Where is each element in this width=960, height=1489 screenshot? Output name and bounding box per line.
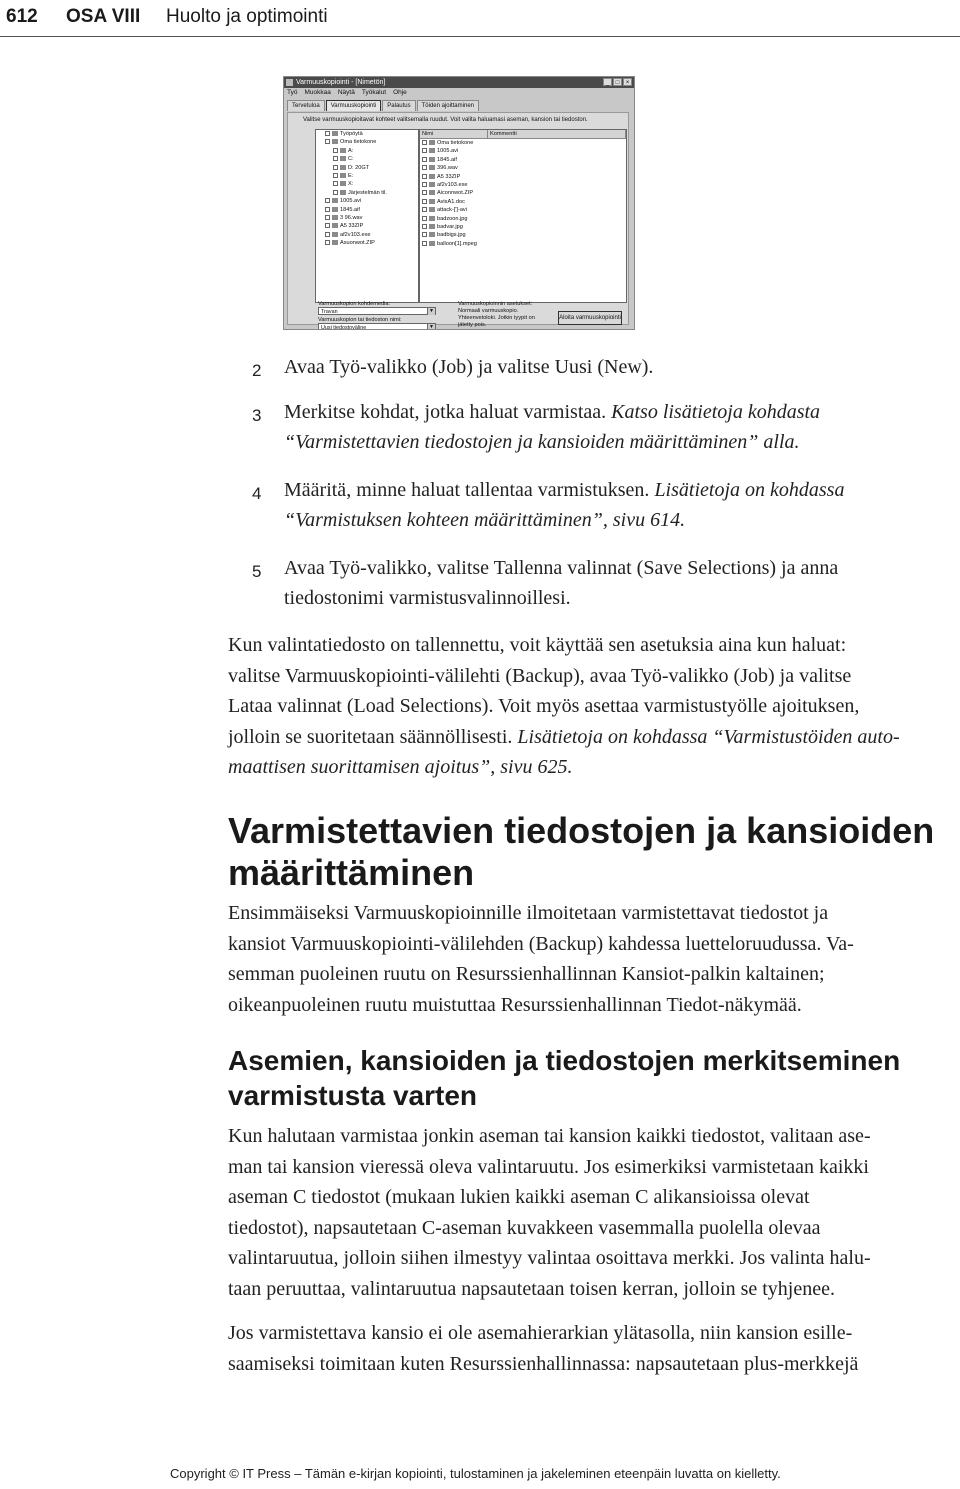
- selection-prompt: Valitse varmuuskopioitavat kohteet valitsemalla ruudut. Voit valita haluamasi aseman, kansion tai tiedoston.: [303, 117, 588, 123]
- file-icon: [429, 207, 435, 212]
- file-row[interactable]: [420, 173, 626, 181]
- checkbox-icon[interactable]: [422, 174, 427, 179]
- tree-item-label: Asuonwot.ZIP: [340, 240, 375, 247]
- media-value: Uusi tiedostoväline: [321, 325, 367, 330]
- header-rule: [0, 36, 960, 37]
- maximize-button[interactable]: □: [613, 78, 622, 86]
- settings-line: Yhteenvetoloki. Jotkin tyypit on: [458, 315, 535, 321]
- checkbox-icon[interactable]: [333, 190, 338, 195]
- folder-icon: [332, 232, 338, 237]
- file-name: AvisA1.doc: [437, 198, 465, 205]
- destination-value: Travan: [321, 309, 338, 315]
- file-icon: [429, 174, 435, 179]
- step-4: [252, 475, 932, 535]
- subsection-heading: [228, 1043, 948, 1113]
- text-line: Ensimmäiseksi Varmuuskopioinnille ilmoitetaan varmistettavat tiedostot ja: [228, 902, 829, 924]
- tree-item[interactable]: [316, 214, 418, 222]
- menu-bar: [284, 88, 634, 98]
- text-line: jolloin se suoritetaan säännöllisesti.: [228, 725, 518, 748]
- folder-icon: [332, 139, 338, 144]
- menu-tyokalut[interactable]: Työkalut: [361, 89, 387, 96]
- settings-line: Normaali varmuuskopio.: [458, 308, 519, 314]
- checkbox-icon[interactable]: [333, 148, 338, 153]
- tab-backup[interactable]: Varmuuskopiointi: [326, 100, 382, 111]
- column-comment[interactable]: Kommentti: [488, 130, 626, 138]
- checkbox-icon[interactable]: [325, 207, 330, 212]
- checkbox-icon[interactable]: [325, 232, 330, 237]
- folder-icon: [340, 190, 346, 195]
- file-row[interactable]: [420, 223, 626, 231]
- heading-line: Varmistettavien tiedostojen ja kansioiden: [228, 810, 935, 851]
- file-row[interactable]: [420, 156, 626, 164]
- text-line: oikeanpuoleinen ruutu muistuttaa Resurssienhallinnan Tiedot-näkymää.: [228, 993, 802, 1016]
- menu-muokkaa[interactable]: Muokkaa: [304, 89, 331, 96]
- tree-item-label: A5 33ZIP: [340, 223, 364, 230]
- step-text: Määritä, minne haluat tallentaa varmistuksen.: [284, 479, 655, 501]
- checkbox-icon[interactable]: [325, 223, 330, 228]
- checkbox-icon[interactable]: [422, 140, 427, 145]
- step-crossref: Katso lisätietoja kohdasta: [611, 401, 821, 423]
- step-number: 2: [252, 361, 262, 380]
- text-line: Kun valintatiedosto on tallennettu, voit käyttää sen asetuksia aina kun haluat:: [228, 634, 847, 656]
- text-line: Kun halutaan varmistaa jonkin aseman tai kansion kaikki tiedostot, valitaan ase-: [228, 1125, 871, 1147]
- file-name: badvar.jpg: [437, 223, 463, 230]
- tree-item[interactable]: [316, 239, 418, 247]
- paragraph-intro: [228, 898, 940, 1020]
- file-name: 396.wav: [437, 165, 458, 172]
- file-icon: [429, 157, 435, 162]
- folder-icon: [332, 240, 338, 245]
- file-icon: [429, 224, 435, 229]
- checkbox-icon[interactable]: [325, 198, 330, 203]
- media-select[interactable]: [318, 323, 436, 330]
- tree-item-label: af2v103.exe: [340, 231, 371, 238]
- step-text: Avaa Työ-valikko, valitse Tallenna valinnat (Save Selections) ja anna: [284, 557, 839, 579]
- folder-icon: [332, 131, 338, 136]
- settings-line: jätetty pois.: [458, 322, 487, 328]
- minimize-button[interactable]: _: [603, 78, 612, 86]
- checkbox-icon[interactable]: [422, 157, 427, 162]
- file-icon: [429, 232, 435, 237]
- folder-icon: [340, 165, 346, 170]
- heading-line: määrittäminen: [228, 852, 475, 893]
- file-icon: [429, 216, 435, 221]
- text-line: kansiot Varmuuskopiointi-välilehden (Backup) kahdessa luetteloruudussa. Va-: [228, 932, 854, 955]
- app-icon: [286, 79, 293, 86]
- file-icon: [429, 199, 435, 204]
- folder-icon: [332, 215, 338, 220]
- section-label: OSA VIII: [66, 6, 141, 27]
- checkbox-icon[interactable]: [422, 148, 427, 153]
- checkbox-icon[interactable]: [333, 181, 338, 186]
- step-text: Merkitse kohdat, jotka haluat varmistaa.: [284, 401, 612, 423]
- tab-schedule[interactable]: Töiden ajoittaminen: [417, 100, 479, 111]
- file-row[interactable]: [420, 215, 626, 223]
- tab-welcome[interactable]: Tervetuloa: [287, 100, 325, 111]
- tree-item[interactable]: [316, 231, 418, 239]
- step-crossref: Lisätietoja on kohdassa: [654, 479, 845, 501]
- folder-icon: [340, 173, 346, 178]
- checkbox-icon[interactable]: [422, 216, 427, 221]
- file-name: 1845.aif: [437, 156, 457, 163]
- page-header: [0, 0, 960, 36]
- tree-item[interactable]: [316, 138, 418, 146]
- backup-options: [288, 301, 628, 330]
- tree-item-label: Oma tietokone: [340, 139, 377, 146]
- text-line: aseman C tiedostot (mukaan lukien kaikki aseman C alikansioissa olevat: [228, 1186, 810, 1208]
- tree-item[interactable]: [316, 222, 418, 230]
- crossref: maattisen suorittamisen ajoitus”, sivu 625.: [228, 756, 573, 778]
- text-line: Jos varmistettava kansio ei ole asemahierarkian ylätasolla, niin kansion esille-: [228, 1322, 853, 1344]
- checkbox-icon[interactable]: [422, 224, 427, 229]
- checkbox-icon[interactable]: [325, 131, 330, 136]
- checkbox-icon[interactable]: [422, 232, 427, 237]
- checkbox-icon[interactable]: [422, 207, 427, 212]
- tree-item-label: A:: [348, 147, 354, 154]
- backup-window-screenshot: [283, 76, 635, 330]
- file-icon: [429, 148, 435, 153]
- tree-item[interactable]: [316, 130, 418, 138]
- file-icon: [429, 241, 435, 246]
- backup-panel: [287, 112, 629, 330]
- chapter-title: Huolto ja optimointi: [166, 6, 328, 27]
- file-name: 1005.avi: [437, 148, 459, 155]
- heading-line: Asemien, kansioiden ja tiedostojen merkitseminen: [228, 1045, 901, 1076]
- tree-item[interactable]: [316, 172, 418, 180]
- checkbox-icon[interactable]: [422, 241, 427, 246]
- file-list-header: [420, 130, 626, 139]
- file-name: Oma tietokone: [437, 140, 474, 146]
- tree-item-label: E:: [348, 172, 354, 179]
- checkbox-icon[interactable]: [422, 190, 427, 195]
- text-line: taan peruuttaa, valintaruutua napsautetaan toisen kerran, jolloin se tyhjenee.: [228, 1277, 835, 1300]
- heading-line: varmistusta varten: [228, 1080, 478, 1111]
- chevron-down-icon[interactable]: ▼: [427, 324, 435, 330]
- step-number: 3: [252, 406, 262, 425]
- text-line: Lataa valinnat (Load Selections). Voit myös asettaa varmistustyölle ajoituksen,: [228, 695, 860, 717]
- step-number: 5: [252, 562, 262, 581]
- tree-item-label: X:: [348, 181, 354, 188]
- copyright-footer: Copyright © IT Press – Tämän e-kirjan kopiointi, tulostaminen ja jakeleminen eteenpäin luvatta on kielletty.: [170, 1466, 781, 1481]
- folder-icon: [340, 156, 346, 161]
- page-number: 612: [6, 6, 38, 27]
- tree-item[interactable]: [316, 155, 418, 163]
- file-row[interactable]: [420, 139, 626, 147]
- checkbox-icon[interactable]: [325, 215, 330, 220]
- tree-item[interactable]: [316, 164, 418, 172]
- file-row[interactable]: [420, 206, 626, 214]
- file-row[interactable]: [420, 198, 626, 206]
- media-label: Varmuuskopion tai tiedoston nimi:: [318, 317, 402, 323]
- window-titlebar: [284, 77, 634, 88]
- tree-item-label: Järjestelmän til.: [348, 189, 387, 196]
- close-button[interactable]: ×: [623, 78, 632, 86]
- file-list[interactable]: [419, 129, 627, 303]
- menu-tyo[interactable]: Työ: [287, 89, 298, 96]
- tree-item[interactable]: [316, 147, 418, 155]
- step-5: [252, 553, 932, 613]
- tree-item[interactable]: [316, 189, 418, 197]
- file-icon: [429, 140, 435, 145]
- tree-item-label: 1845.aif: [340, 206, 360, 213]
- step-crossref: “Varmistettavien tiedostojen ja kansioiden määrittäminen” alla.: [284, 431, 800, 453]
- folder-icon: [332, 207, 338, 212]
- folder-icon: [332, 223, 338, 228]
- tree-item-label: 3 96.wav: [340, 214, 363, 221]
- tree-item-label: D: 20GT: [348, 164, 370, 171]
- step-text: tiedostonimi varmistusvalinnoillesi.: [284, 587, 571, 609]
- file-name: attack-[']-avi: [437, 207, 467, 214]
- section-heading: [228, 810, 948, 894]
- settings-label: Varmuuskopioinnin asetukset:: [458, 301, 533, 307]
- menu-nayta[interactable]: Näytä: [337, 89, 355, 96]
- tree-item-label: Työpöytä: [340, 131, 363, 137]
- checkbox-icon[interactable]: [422, 199, 427, 204]
- chevron-down-icon[interactable]: ▼: [427, 308, 435, 315]
- step-crossref: “Varmistuksen kohteen määrittäminen”, sivu 614.: [284, 509, 686, 531]
- paragraph-load-selections: [228, 630, 940, 783]
- folder-icon: [340, 181, 346, 186]
- tree-item-label: 1005.avi: [340, 198, 362, 205]
- checkbox-icon[interactable]: [333, 173, 338, 178]
- file-icon: [429, 190, 435, 195]
- column-name[interactable]: Nimi: [420, 130, 488, 138]
- step-3: [252, 397, 932, 457]
- file-row[interactable]: [420, 164, 626, 172]
- checkbox-icon[interactable]: [333, 156, 338, 161]
- file-row[interactable]: [420, 231, 626, 239]
- step-2: [252, 352, 932, 382]
- file-row[interactable]: [420, 181, 626, 189]
- checkbox-icon[interactable]: [333, 165, 338, 170]
- file-row[interactable]: [420, 189, 626, 197]
- window-title: Varmuuskopiointi - [Nimetön]: [296, 79, 386, 86]
- file-name: A5 33ZIP: [437, 173, 461, 180]
- checkbox-icon[interactable]: [325, 139, 330, 144]
- checkbox-icon[interactable]: [422, 165, 427, 170]
- text-line: saamiseksi toimitaan kuten Resurssienhallinnassa: napsautetaan plus-merkkejä: [228, 1352, 859, 1375]
- tab-strip: [284, 100, 634, 111]
- checkbox-icon[interactable]: [325, 240, 330, 245]
- tree-item[interactable]: [316, 197, 418, 205]
- tab-restore[interactable]: Palautus: [382, 100, 415, 111]
- file-row[interactable]: [420, 147, 626, 155]
- folder-icon: [332, 198, 338, 203]
- file-name: af2v103.exe: [437, 181, 468, 188]
- file-name: badzoon.jpg: [437, 215, 468, 222]
- step-text: Avaa Työ-valikko (Job) ja valitse Uusi (New).: [284, 356, 654, 378]
- menu-ohje[interactable]: Ohje: [393, 89, 407, 96]
- file-name: badbigs.jpg: [437, 232, 466, 239]
- paragraph-subfolder: [228, 1318, 940, 1379]
- start-backup-button[interactable]: Aloita varmuuskopiointi: [558, 311, 622, 325]
- file-icon: [429, 182, 435, 187]
- tree-item[interactable]: [316, 180, 418, 188]
- step-number: 4: [252, 484, 262, 503]
- crossref: Lisätietoja on kohdassa “Varmistustöiden auto-: [517, 725, 900, 748]
- checkbox-icon[interactable]: [422, 182, 427, 187]
- file-icon: [429, 165, 435, 170]
- text-line: valitse Varmuuskopiointi-välilehti (Backup), avaa Työ-valikko (Job) ja valitse: [228, 664, 852, 687]
- folder-icon: [340, 148, 346, 153]
- file-row[interactable]: [420, 240, 626, 248]
- text-line: tiedostot), napsautetaan C-aseman kuvakkeen vasemmalla puolella olevaa: [228, 1216, 821, 1239]
- text-line: man tai kansion vieressä oleva valintaruutu. Jos esimerkiksi varmistetaan kaikki: [228, 1155, 869, 1178]
- tree-item[interactable]: [316, 206, 418, 214]
- folder-tree[interactable]: [315, 129, 419, 303]
- paragraph-select-drive: [228, 1121, 940, 1304]
- file-name: Aiconnwot.ZIP: [437, 190, 474, 197]
- text-line: valintaruutua, jolloin siihen ilmestyy valintaa osoittava merkki. Jos valinta halu-: [228, 1247, 871, 1269]
- destination-label: Varmuuskopion kohdemedia:: [318, 301, 391, 307]
- text-line: semman puoleinen ruutu on Resurssienhallinnan Kansiot-palkin kaltainen;: [228, 963, 825, 985]
- file-name: balloon[1].mpeg: [437, 240, 477, 247]
- destination-select[interactable]: [318, 307, 436, 315]
- tree-item-label: C:: [348, 156, 354, 163]
